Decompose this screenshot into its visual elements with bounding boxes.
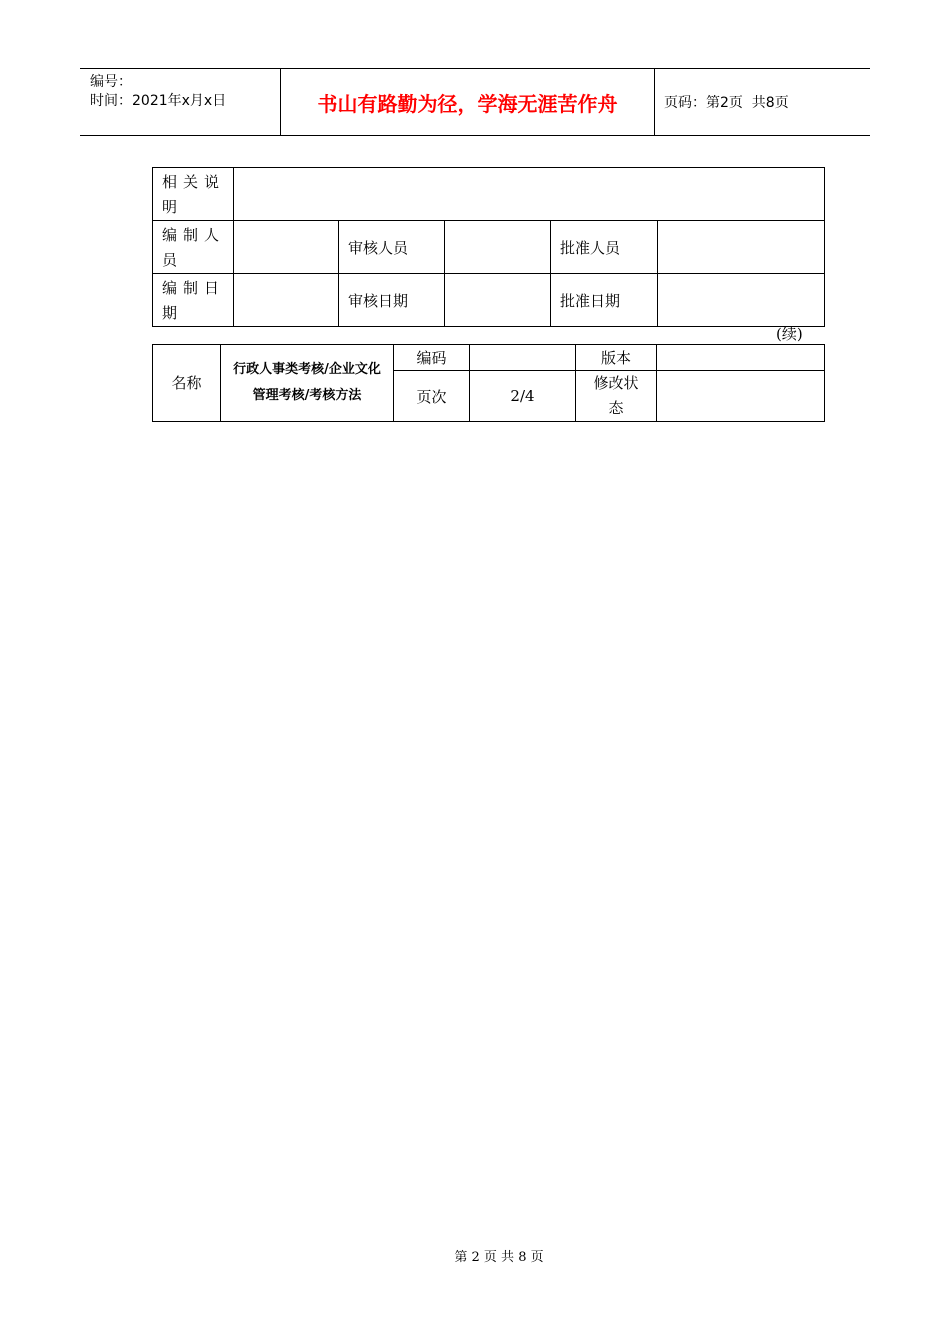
related-notes-label: 相关说明 [153, 168, 234, 221]
version-field[interactable] [657, 345, 825, 371]
reviewed-by-field[interactable] [445, 221, 551, 274]
approve-date-field[interactable] [658, 274, 825, 327]
review-date-label: 审核日期 [339, 274, 445, 327]
code-field[interactable] [470, 345, 576, 371]
header-meta [80, 69, 281, 135]
page-value: 2/4 [470, 371, 576, 422]
document-info-table [152, 344, 825, 422]
document-name: 行政人事类考核/企业文化管理考核/考核方法 [221, 345, 394, 422]
table-row [153, 345, 825, 371]
document-number-label: 编号： [90, 74, 132, 90]
header-motto: 书山有路勤为径，学海无涯苦作舟 [281, 69, 655, 135]
table-row [153, 274, 825, 327]
continued-mark: (续) [776, 325, 803, 343]
approved-by-label: 批准人员 [551, 221, 658, 274]
signoff-table [152, 167, 825, 327]
approve-date-label: 批准日期 [551, 274, 658, 327]
page-label: 页次 [394, 371, 470, 422]
revision-status-label: 修改状态 [576, 371, 657, 422]
reviewed-by-label: 审核人员 [339, 221, 445, 274]
document-time-label: 时间：2021年x月x日 [90, 93, 227, 109]
page-footer: 第 2 页 共 8 页 [454, 1250, 544, 1265]
approved-by-field[interactable] [658, 221, 825, 274]
related-notes-field[interactable] [234, 168, 825, 221]
table-row [153, 221, 825, 274]
revision-status-field[interactable] [657, 371, 825, 422]
review-date-field[interactable] [445, 274, 551, 327]
code-label: 编码 [394, 345, 470, 371]
compiled-by-label: 编制人员 [153, 221, 234, 274]
version-label: 版本 [576, 345, 657, 371]
table-row [153, 168, 825, 221]
page-header [80, 68, 870, 136]
compile-date-field[interactable] [234, 274, 339, 327]
compile-date-label: 编制日期 [153, 274, 234, 327]
name-label: 名称 [153, 345, 221, 422]
compiled-by-field[interactable] [234, 221, 339, 274]
header-page-code: 页码：第2页 共8页 [664, 95, 789, 111]
